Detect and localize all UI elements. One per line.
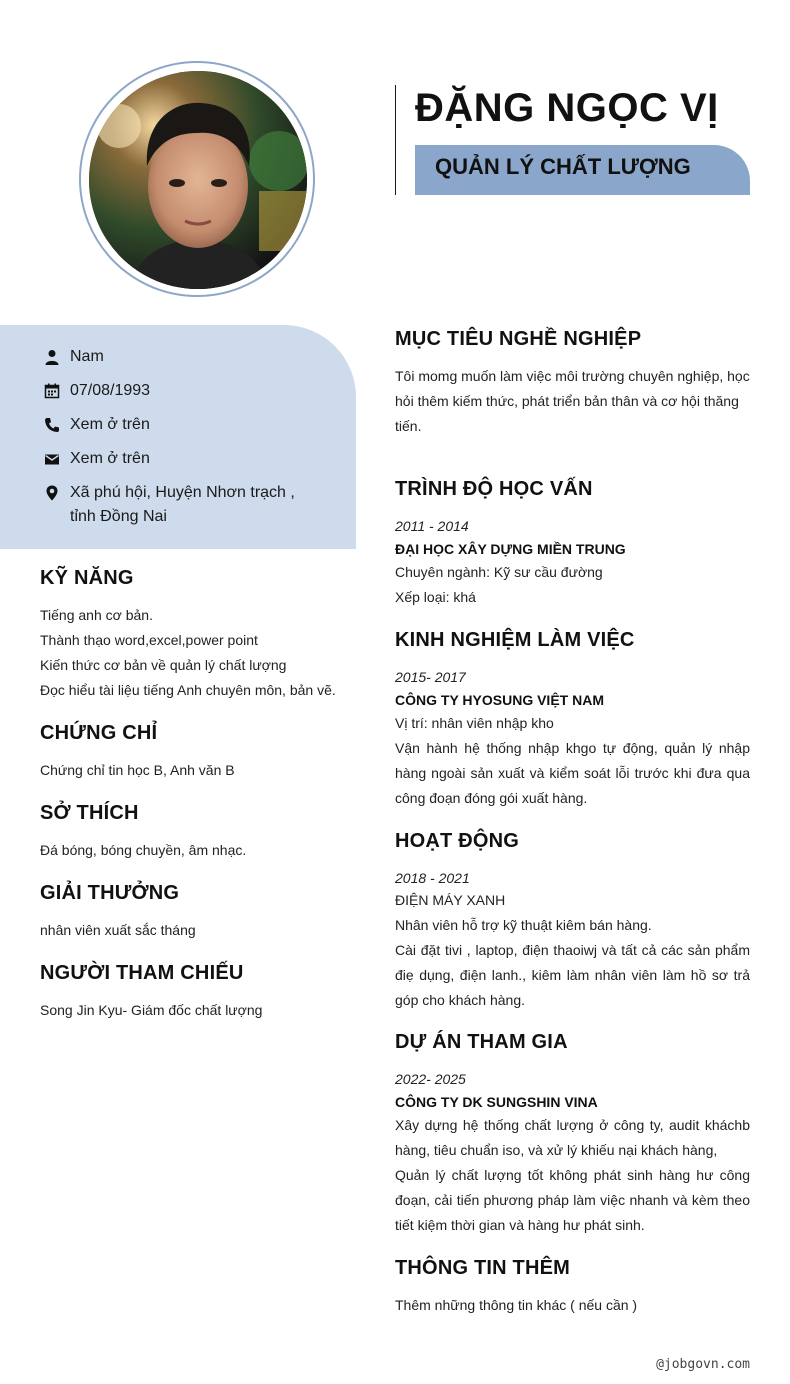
location-pin-icon bbox=[44, 485, 60, 503]
activities-date: 2018 - 2021 bbox=[395, 870, 470, 886]
education-date: 2011 - 2014 bbox=[395, 518, 469, 534]
experience-company: CÔNG TY HYOSUNG VIỆT NAM bbox=[395, 692, 604, 708]
skill-item: Đọc hiểu tài liệu tiếng Anh chuyên môn, bản vẽ. bbox=[40, 682, 336, 698]
full-name: ĐẶNG NGỌC VỊ bbox=[415, 86, 719, 130]
references-text: Song Jin Kyu- Giám đốc chất lượng bbox=[40, 1002, 263, 1018]
experience-details bbox=[395, 711, 750, 811]
job-title: QUẢN LÝ CHẤT LƯỢNG bbox=[435, 154, 691, 179]
contact-phone bbox=[44, 416, 150, 437]
skills-heading: KỸ NĂNG bbox=[40, 567, 134, 589]
calendar-icon bbox=[44, 383, 60, 401]
activities-role: Nhân viên hỗ trợ kỹ thuật kiêm bán hàng. bbox=[395, 917, 652, 933]
experience-heading: KINH NGHIỆM LÀM VIỆC bbox=[395, 629, 635, 651]
experience-date: 2015- 2017 bbox=[395, 669, 466, 685]
education-school: ĐẠI HỌC XÂY DỰNG MIỀN TRUNG bbox=[395, 541, 626, 557]
experience-position: Vị trí: nhân viên nhập kho bbox=[395, 715, 554, 731]
address-text bbox=[70, 481, 295, 529]
contact-gender bbox=[44, 348, 104, 369]
avatar bbox=[89, 71, 307, 289]
skill-item: Tiếng anh cơ bản. bbox=[40, 607, 153, 623]
contact-address bbox=[44, 484, 295, 529]
education-details bbox=[395, 560, 750, 610]
hobbies-text: Đá bóng, bóng chuyền, âm nhạc. bbox=[40, 842, 247, 858]
awards-heading: GIẢI THƯỞNG bbox=[40, 882, 180, 904]
education-grade: Xếp loại: khá bbox=[395, 589, 476, 605]
contact-birthday bbox=[44, 382, 150, 403]
activities-description: Cài đặt tivi , laptop, điện thaoiwj và tất cả các sản phẩm điẹ dụng, điện lanh., kiêm làm nhân viên làm hồ sơ trả góp cho khách hàng. bbox=[395, 942, 750, 1008]
phone-text: Xem ở trên bbox=[70, 416, 150, 433]
projects-heading: DỰ ÁN THAM GIA bbox=[395, 1031, 568, 1053]
address-line-2: tỉnh Đồng Nai bbox=[70, 508, 167, 525]
skill-item: Kiến thức cơ bản về quản lý chất lượng bbox=[40, 657, 287, 673]
objective-text: Tôi momg muốn làm việc môi trường chuyên nghiệp, học hỏi thêm kiếm thức, phát triển bản thân và cơ hội thăng tiến. bbox=[395, 368, 750, 434]
certificates-heading: CHỨNG CHỈ bbox=[40, 722, 158, 744]
activities-details bbox=[395, 888, 750, 1013]
header-divider bbox=[395, 85, 396, 195]
mail-icon bbox=[44, 451, 60, 469]
extra-text: Thêm những thông tin khác ( nếu cần ) bbox=[395, 1297, 638, 1313]
address-line-1: Xã phú hội, Huyện Nhơn trạch , bbox=[70, 484, 295, 501]
activities-heading: HOẠT ĐỘNG bbox=[395, 830, 520, 852]
projects-date: 2022- 2025 bbox=[395, 1071, 466, 1087]
objective-heading: MỤC TIÊU NGHỀ NGHIỆP bbox=[395, 328, 642, 350]
certificates-text: Chứng chỉ tin học B, Anh văn B bbox=[40, 762, 235, 778]
contact-email bbox=[44, 450, 150, 471]
projects-details bbox=[395, 1113, 750, 1238]
projects-company: CÔNG TY DK SUNGSHIN VINA bbox=[395, 1094, 598, 1110]
projects-description-1: Xây dựng hệ thống chất lượng ở công ty, audit kháchb hàng, tiêu chuẩn iso, và xử lý khiếu nại khách hàng, bbox=[395, 1117, 750, 1158]
education-heading: TRÌNH ĐỘ HỌC VẤN bbox=[395, 478, 593, 500]
activities-org: ĐIỆN MÁY XANH bbox=[395, 892, 506, 908]
awards-text: nhân viên xuất sắc tháng bbox=[40, 922, 196, 938]
avatar-photo bbox=[89, 71, 307, 289]
birthday-text: 07/08/1993 bbox=[70, 382, 151, 399]
job-title-band bbox=[415, 145, 750, 195]
experience-description: Vận hành hệ thống nhập khgo tự động, quản lý nhập hàng ngoài sản xuất và kiểm soát lỗi trước khi đưa qua công đoạn đóng gói xuất hàng. bbox=[395, 740, 750, 806]
footer-brand: @jobgovn.com bbox=[656, 1357, 750, 1372]
email-text: Xem ở trên bbox=[70, 450, 150, 467]
skill-item: Thành thạo word,excel,power point bbox=[40, 632, 258, 648]
phone-icon bbox=[44, 417, 60, 435]
gender-text: Nam bbox=[70, 348, 104, 365]
person-icon bbox=[44, 349, 60, 367]
skills-list bbox=[40, 603, 350, 703]
education-major: Chuyên ngành: Kỹ sư cầu đường bbox=[395, 564, 603, 580]
references-heading: NGƯỜI THAM CHIẾU bbox=[40, 962, 244, 984]
extra-heading: THÔNG TIN THÊM bbox=[395, 1257, 571, 1279]
projects-description-2: Quản lý chất lượng tốt không phát sinh hàng hư công đoạn, cải tiến phương pháp làm việc nhanh và kèm theo tiết kiệm thời gian và hàng hư phát sinh. bbox=[395, 1167, 750, 1233]
hobbies-heading: SỞ THÍCH bbox=[40, 802, 139, 824]
